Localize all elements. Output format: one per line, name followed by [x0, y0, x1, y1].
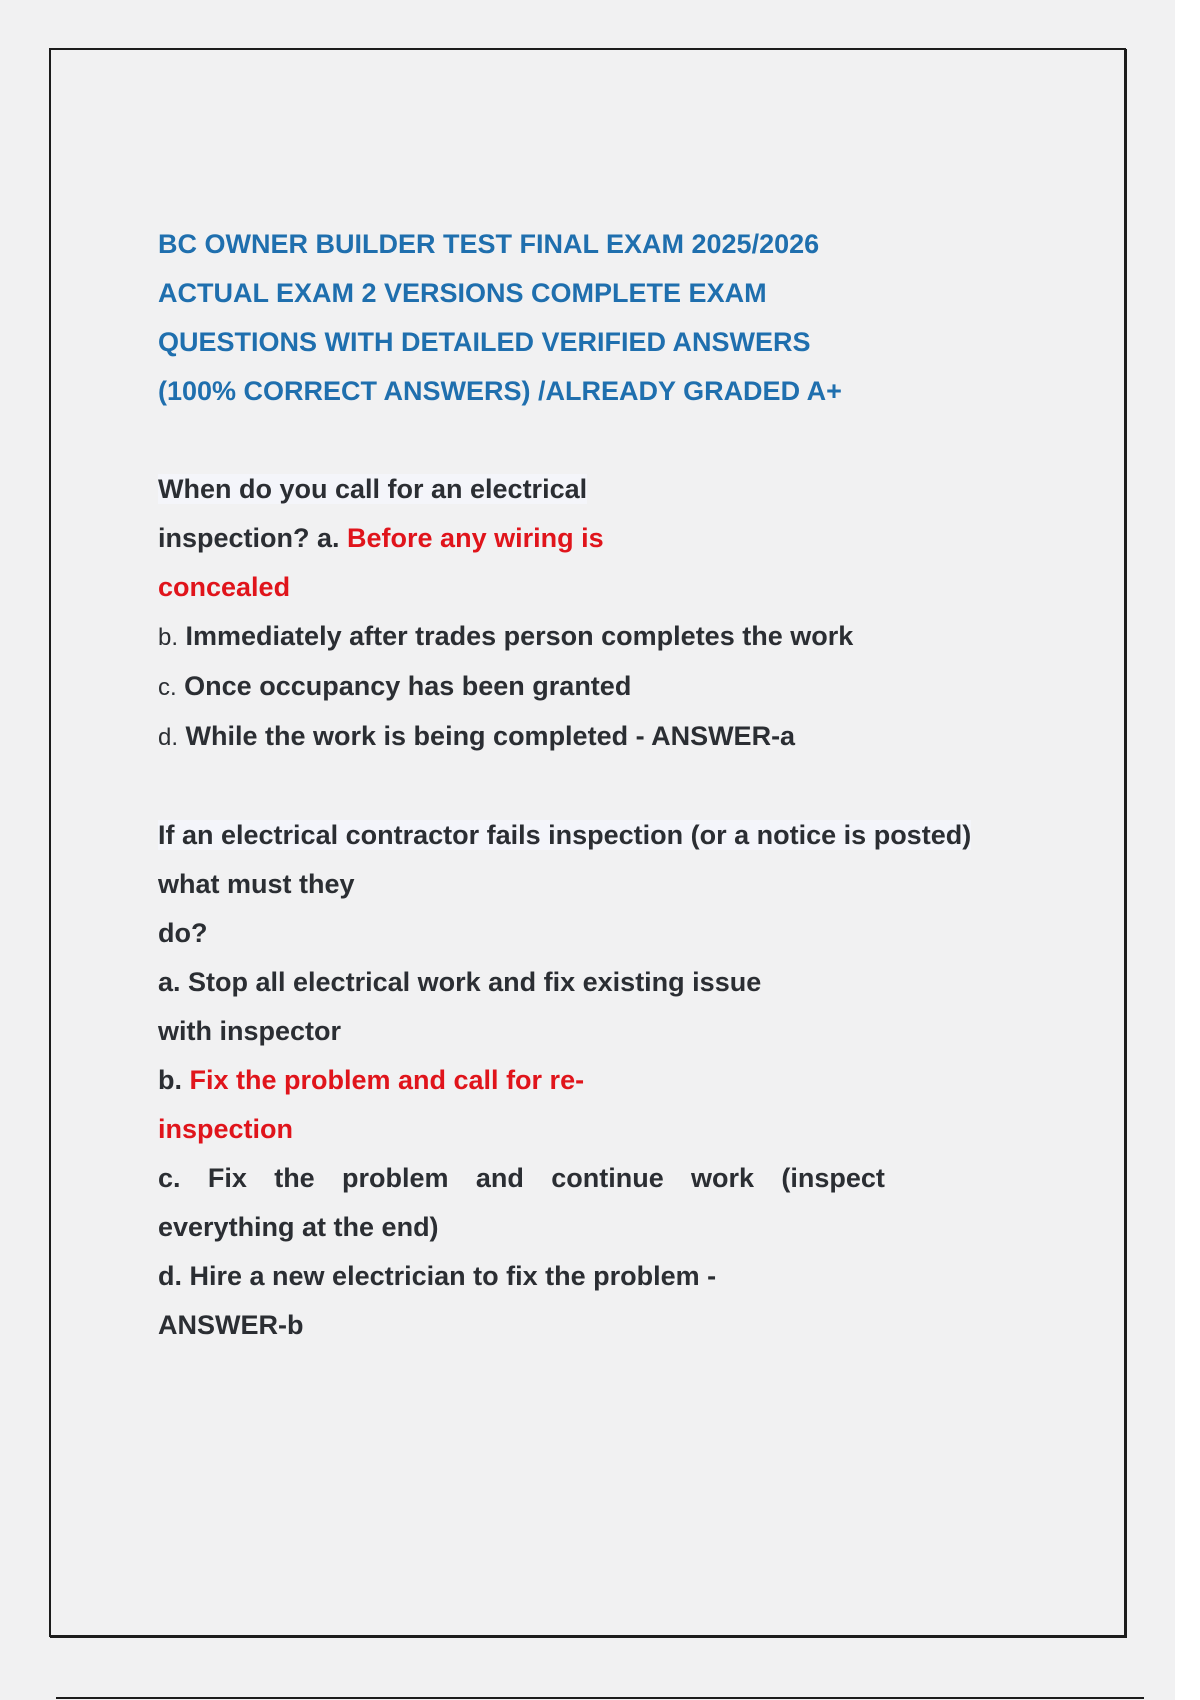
option-c-text-line-2: everything at the end) [158, 1212, 439, 1242]
option-d-letter: d. [158, 724, 179, 751]
question-2-correct-answer-part-1: Fix the problem and call for re- [189, 1065, 585, 1095]
option-c-word: the [274, 1163, 315, 1193]
option-c-word: Fix [207, 1163, 247, 1193]
option-c-word: and [475, 1163, 524, 1193]
question-1-option-d [158, 712, 1018, 762]
option-c-word: work [691, 1163, 755, 1193]
option-c-word: c. [158, 1163, 181, 1193]
option-c-word: (inspect [781, 1163, 885, 1193]
question-2-option-b-line-1 [158, 1056, 1018, 1105]
option-c-text: Once occupancy has been granted [176, 671, 632, 701]
question-1-option-c [158, 662, 1018, 712]
document-content [158, 220, 1018, 1350]
question-2-line-2: what must they [158, 869, 355, 899]
question-2-option-a-line-1 [158, 958, 1018, 1007]
option-b-text: Immediately after trades person completes the work [178, 621, 854, 651]
option-d-text-line-2: ANSWER-b [158, 1310, 304, 1340]
question-2-text-line-1 [158, 811, 1018, 860]
title-line-2: ACTUAL EXAM 2 VERSIONS COMPLETE EXAM [158, 278, 767, 308]
exam-title [158, 220, 1018, 416]
question-2-option-a-line-2 [158, 1007, 1018, 1056]
question-1-text-line-3 [158, 563, 1018, 612]
option-a-text-line-1: a. Stop all electrical work and fix existing issue [158, 967, 762, 997]
question-2-option-c-line-2 [158, 1203, 1018, 1252]
question-2-option-b-line-2 [158, 1105, 1018, 1154]
question-1-text-line-1 [158, 465, 1018, 514]
page-edge-strip [1175, 0, 1200, 1700]
question-2-text-line-3 [158, 909, 1018, 958]
question-2-text-line-2 [158, 860, 1018, 909]
question-2-option-c-line-1 [158, 1154, 885, 1203]
option-b-prefix: b. [158, 1065, 190, 1095]
question-1-line-2-prefix: inspection? a. [158, 523, 348, 553]
option-d-text-line-1: d. Hire a new electrician to fix the problem - [158, 1261, 717, 1291]
question-1-correct-answer-part-2: concealed [158, 572, 291, 602]
question-1 [158, 465, 1018, 762]
option-a-text-line-2: with inspector [158, 1016, 342, 1046]
question-2-line-3: do? [158, 918, 208, 948]
option-d-text: While the work is being completed - ANSWER-a [178, 721, 796, 751]
option-c-letter: c. [158, 674, 177, 701]
option-c-word: continue [551, 1163, 664, 1193]
question-1-option-b [158, 612, 1018, 662]
question-2-option-d-line-2 [158, 1301, 1018, 1350]
spacer [158, 416, 1018, 465]
question-2 [158, 811, 1018, 1350]
option-c-word: problem [342, 1163, 449, 1193]
title-line-1: BC OWNER BUILDER TEST FINAL EXAM 2025/2026 [158, 229, 820, 259]
question-2-correct-answer-part-2: inspection [158, 1114, 294, 1144]
title-line-3: QUESTIONS WITH DETAILED VERIFIED ANSWERS [158, 327, 811, 357]
bottom-rule [56, 1697, 1144, 1699]
title-line-4: (100% CORRECT ANSWERS) /ALREADY GRADED A+ [158, 376, 842, 406]
question-2-line-1: If an electrical contractor fails inspection (or a notice is posted) [158, 820, 972, 850]
question-2-option-d-line-1 [158, 1252, 1018, 1301]
question-1-text-line-2 [158, 514, 1018, 563]
option-b-letter: b. [158, 624, 179, 651]
spacer [158, 762, 1018, 811]
question-1-line-1: When do you call for an electrical [158, 474, 588, 504]
question-1-correct-answer-part-1: Before any wiring is [347, 523, 604, 553]
